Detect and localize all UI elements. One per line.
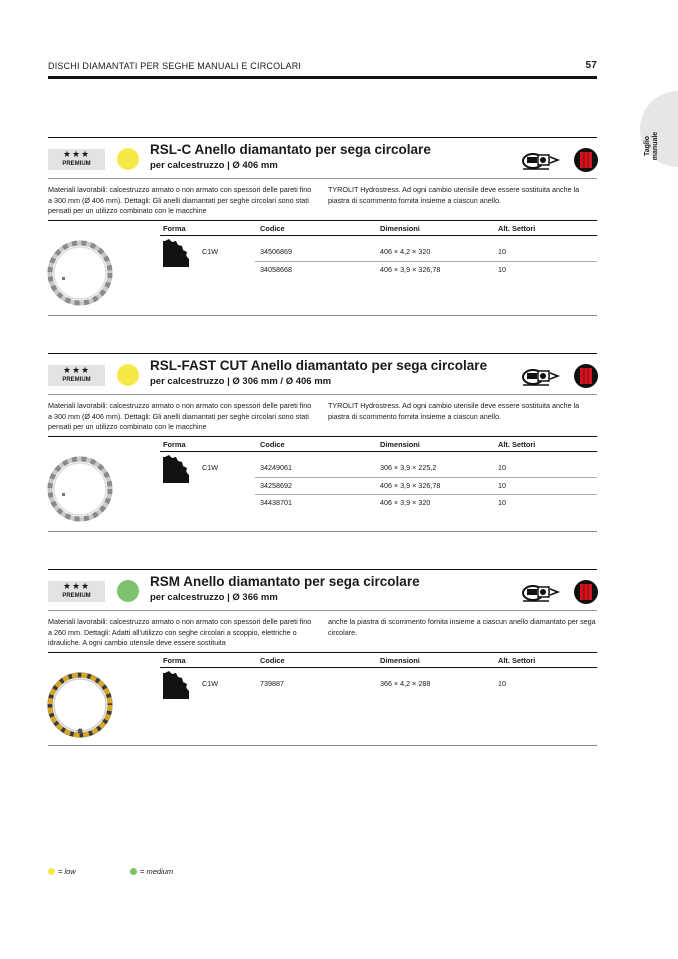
forma-value: C1W	[202, 679, 218, 688]
th-dimensioni: Dimensioni	[380, 656, 420, 665]
header-rule	[48, 76, 597, 79]
product-subtitle: per calcestruzzo | Ø 366 mm	[150, 592, 278, 603]
row-separator	[255, 494, 597, 495]
legend-low	[48, 867, 76, 876]
th-codice: Codice	[260, 656, 285, 665]
badge-label: PREMIUM	[62, 377, 91, 383]
rating-dot	[117, 364, 139, 386]
dimensioni-cell: 366 × 4,2 × 288	[380, 679, 431, 688]
badge-label: PREMIUM	[62, 593, 91, 599]
table-bottom-rule	[48, 531, 597, 532]
description-right: TYROLIT Hydrostress. Ad ogni cambio utensile deve essere sostituita anche la piastra di scorrimento fornita insieme a ciascun anello.	[328, 185, 580, 205]
description-left: Materiali lavorabili: calcestruzzo armato o non armato con spessori delle pareti fino a 260 mm. Dettagli: Adatti all'utilizzo con seghe circolari a scoppio, elettriche o idrauliche. A ogni cambio utensile deve essere sostituita	[48, 617, 312, 647]
legend-low-label: = low	[58, 867, 76, 876]
table-header-rule	[160, 235, 597, 236]
table-bottom-rule	[48, 745, 597, 746]
th-forma: Forma	[163, 656, 186, 665]
application-icons	[521, 147, 599, 173]
legend-medium	[130, 867, 173, 876]
section-mid-rule	[48, 610, 597, 611]
premium-badge	[48, 365, 105, 386]
alt-cell: 10	[498, 247, 506, 256]
side-tab-label	[644, 128, 660, 164]
dimensioni-cell: 406 × 3,9 × 326,78	[380, 265, 441, 274]
concrete-material-icon	[574, 364, 598, 388]
c1w-shape-icon	[163, 239, 189, 269]
row-separator	[255, 477, 597, 478]
stars-icon: ★★★	[62, 581, 91, 591]
diamond-ring-image	[46, 237, 114, 309]
stars-icon: ★★★	[62, 149, 91, 159]
codice-cell: 739887	[260, 679, 284, 688]
application-icons	[521, 363, 599, 389]
wall-saw-machine-icon	[523, 586, 558, 601]
premium-badge	[48, 149, 105, 170]
th-forma: Forma	[163, 440, 186, 449]
section-top-rule	[48, 569, 597, 570]
product-title: RSL-FAST CUT Anello diamantato per sega circolare	[150, 358, 488, 373]
codice-cell: 34438701	[260, 498, 292, 507]
c1w-shape-icon	[163, 671, 189, 701]
th-alt-settori: Alt. Settori	[498, 656, 536, 665]
badge-label: PREMIUM	[62, 161, 91, 167]
dimensioni-cell: 406 × 3,9 × 320	[380, 498, 431, 507]
th-dimensioni: Dimensioni	[380, 224, 420, 233]
th-alt-settori: Alt. Settori	[498, 440, 536, 449]
legend-medium-label: = medium	[140, 867, 174, 876]
alt-cell: 10	[498, 679, 506, 688]
product-title: RSL-C Anello diamantato per sega circolare	[150, 142, 431, 157]
section-top-rule	[48, 137, 597, 138]
wall-saw-machine-icon	[523, 154, 558, 169]
table-top-rule	[48, 652, 597, 653]
product-subtitle: per calcestruzzo | Ø 306 mm / Ø 406 mm	[150, 376, 332, 387]
product-title: RSM Anello diamantato per sega circolare	[150, 574, 420, 589]
legend-dot-yellow	[48, 868, 55, 875]
table-bottom-rule	[48, 315, 597, 316]
section-top-rule	[48, 353, 597, 354]
alt-cell: 10	[498, 265, 506, 274]
th-codice: Codice	[260, 224, 285, 233]
side-tab[interactable]	[640, 91, 678, 167]
description-right: TYROLIT Hydrostress. Ad ogni cambio utensile deve essere sostituita anche la piastra di scorrimento fornita insieme a ciascun anello.	[328, 401, 580, 421]
product-subtitle: per calcestruzzo | Ø 406 mm	[150, 160, 278, 171]
concrete-material-icon	[574, 580, 598, 604]
th-dimensioni: Dimensioni	[380, 440, 420, 449]
description-right: anche la piastra di scorrimento fornita insieme a ciascun anello diamantato per sega circolare.	[328, 617, 596, 637]
application-icons	[521, 579, 599, 605]
side-tab-line2: manuale	[652, 131, 659, 161]
dimensioni-cell: 306 × 3,9 × 225,2	[380, 463, 437, 472]
rating-dot	[117, 580, 139, 602]
alt-cell: 10	[498, 498, 506, 507]
table-top-rule	[48, 220, 597, 221]
codice-cell: 34506869	[260, 247, 292, 256]
header-title: DISCHI DIAMANTATI PER SEGHE MANUALI E CIRCOLARI	[48, 61, 302, 71]
dimensioni-cell: 406 × 4,2 × 320	[380, 247, 431, 256]
description-left: Materiali lavorabili: calcestruzzo armato o non armato con spessori delle pareti fino a 300 mm (Ø 406 mm). Dettagli: Gli anelli diamantati per seghe circolari sono stati pensati per un utilizzo combinato con le macchine	[48, 185, 312, 215]
page-number: 57	[585, 60, 597, 71]
th-alt-settori: Alt. Settori	[498, 224, 536, 233]
section-mid-rule	[48, 394, 597, 395]
diamond-ring-image	[46, 453, 114, 525]
rating-dot	[117, 148, 139, 170]
codice-cell: 34249061	[260, 463, 292, 472]
forma-value: C1W	[202, 247, 218, 256]
codice-cell: 34258692	[260, 481, 292, 490]
c1w-shape-icon	[163, 455, 189, 485]
alt-cell: 10	[498, 481, 506, 490]
wall-saw-machine-icon	[523, 370, 558, 385]
th-codice: Codice	[260, 440, 285, 449]
th-forma: Forma	[163, 224, 186, 233]
concrete-material-icon	[574, 148, 598, 172]
stars-icon: ★★★	[62, 365, 91, 375]
dimensioni-cell: 406 × 3,9 × 326,78	[380, 481, 441, 490]
alt-cell: 10	[498, 463, 506, 472]
row-separator	[255, 261, 597, 262]
forma-value: C1W	[202, 463, 218, 472]
description-left: Materiali lavorabili: calcestruzzo armato o non armato con spessori delle pareti fino a 300 mm (Ø 406 mm). Dettagli: Gli anelli diamantati per seghe circolari sono stati pensati per un utilizzo combinato con le macchine	[48, 401, 312, 431]
section-mid-rule	[48, 178, 597, 179]
table-header-rule	[160, 451, 597, 452]
table-header-rule	[160, 667, 597, 668]
codice-cell: 34058668	[260, 265, 292, 274]
diamond-ring-gold-image	[46, 669, 114, 741]
table-top-rule	[48, 436, 597, 437]
legend-dot-green	[130, 868, 137, 875]
side-tab-line1: Taglio	[644, 135, 651, 157]
premium-badge	[48, 581, 105, 602]
